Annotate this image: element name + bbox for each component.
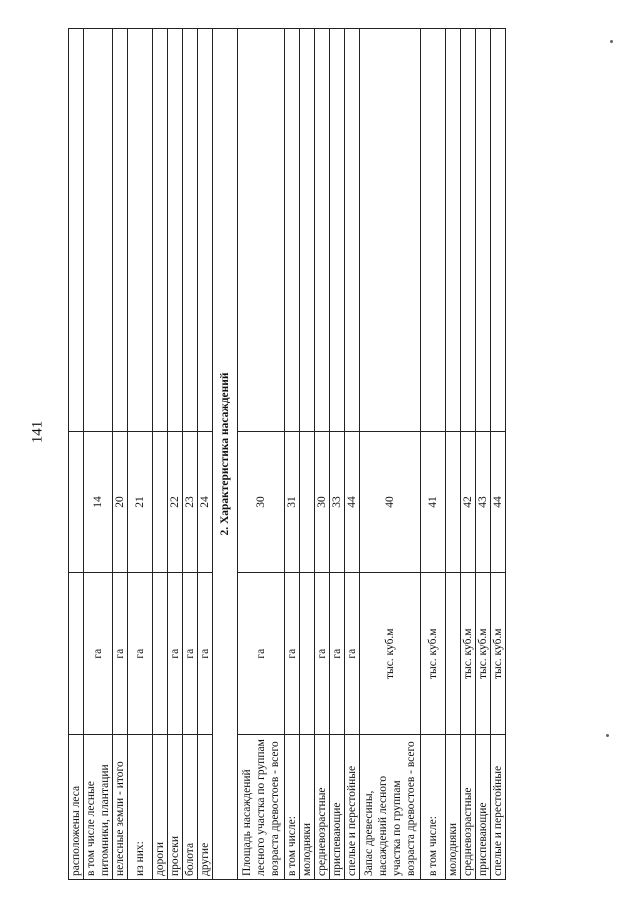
table-row [476, 29, 491, 880]
row-value [315, 29, 330, 432]
row-name: в том числе: [285, 735, 300, 880]
row-name: в том числе лесные питомники, плантации [84, 735, 113, 880]
table-row [238, 29, 285, 880]
row-code: 30 [238, 431, 285, 573]
row-code: 44 [345, 431, 360, 573]
row-name: болота [183, 735, 198, 880]
row-code: 21 [128, 431, 153, 573]
table-row [491, 29, 506, 880]
row-unit [69, 573, 84, 735]
row-name: Запас древесины, насаждений лесного участка по группам возраста древостоев - всего [360, 735, 421, 880]
row-code: 20 [113, 431, 128, 573]
row-name: спелые и перестойные [345, 735, 360, 880]
row-name: нелесные земли - итого [113, 735, 128, 880]
row-unit: тыс. куб.м [461, 573, 476, 735]
section-row [213, 29, 238, 880]
row-code: 43 [476, 431, 491, 573]
row-value [285, 29, 300, 432]
row-code [300, 431, 315, 573]
table-row [461, 29, 476, 880]
row-value [330, 29, 345, 432]
row-name: другие [198, 735, 213, 880]
row-name: просеки [168, 735, 183, 880]
row-value [345, 29, 360, 432]
table-row [168, 29, 183, 880]
row-unit: га [285, 573, 300, 735]
row-value [300, 29, 315, 432]
table-row [128, 29, 153, 880]
row-code [69, 431, 84, 573]
row-code: 40 [360, 431, 421, 573]
table-row [69, 29, 84, 880]
row-value [84, 29, 113, 432]
row-value [153, 29, 168, 432]
row-unit: тыс. куб.м [421, 573, 446, 735]
row-name: спелые и перестойные [491, 735, 506, 880]
row-unit: га [183, 573, 198, 735]
table-row [315, 29, 330, 880]
row-code: 44 [491, 431, 506, 573]
row-name: средневозрастные [315, 735, 330, 880]
row-code: 31 [285, 431, 300, 573]
row-name: в том числе: [421, 735, 446, 880]
row-unit: тыс. куб.м [491, 573, 506, 735]
row-code [446, 431, 461, 573]
scan-speck [610, 40, 613, 43]
row-name: приспевающие [330, 735, 345, 880]
row-value [421, 29, 446, 432]
row-value [491, 29, 506, 432]
row-value [168, 29, 183, 432]
row-name: молодняки [446, 735, 461, 880]
row-unit: га [128, 573, 153, 735]
row-unit: га [198, 573, 213, 735]
row-value [476, 29, 491, 432]
row-value [360, 29, 421, 432]
row-value [238, 29, 285, 432]
row-code: 41 [421, 431, 446, 573]
table-row [360, 29, 421, 880]
section-title: 2. Характеристика насаждений [213, 29, 238, 880]
table-row [300, 29, 315, 880]
table-row [84, 29, 113, 880]
row-unit [300, 573, 315, 735]
row-unit: га [238, 573, 285, 735]
table-body-top [69, 29, 213, 880]
row-unit: га [345, 573, 360, 735]
row-value [128, 29, 153, 432]
table-body-bottom [238, 29, 506, 880]
row-name: средневозрастные [461, 735, 476, 880]
table-section [213, 29, 238, 880]
row-value [446, 29, 461, 432]
table-row [153, 29, 168, 880]
table-row [330, 29, 345, 880]
row-code: 23 [183, 431, 198, 573]
table-row [421, 29, 446, 880]
row-value [69, 29, 84, 432]
row-unit: тыс. куб.м [360, 573, 421, 735]
table-row [113, 29, 128, 880]
table-holder [68, 28, 505, 880]
row-name: расположены леса [69, 735, 84, 880]
row-code [153, 431, 168, 573]
row-value [113, 29, 128, 432]
row-name: Площадь насаждений лесного участка по группам возраста древостоев - всего [238, 735, 285, 880]
row-code: 14 [84, 431, 113, 573]
row-code: 30 [315, 431, 330, 573]
table-row [183, 29, 198, 880]
row-name: молодняки [300, 735, 315, 880]
row-name: из них: [128, 735, 153, 880]
row-unit: га [113, 573, 128, 735]
row-unit: га [168, 573, 183, 735]
row-value [198, 29, 213, 432]
row-unit: га [84, 573, 113, 735]
row-unit: га [330, 573, 345, 735]
forest-characteristics-table [68, 28, 506, 880]
row-value [461, 29, 476, 432]
page-number-text: 141 [29, 420, 46, 444]
row-code: 22 [168, 431, 183, 573]
row-code: 42 [461, 431, 476, 573]
row-code: 24 [198, 431, 213, 573]
row-unit: га [315, 573, 330, 735]
row-value [183, 29, 198, 432]
table-row [285, 29, 300, 880]
table-row [198, 29, 213, 880]
table-row [446, 29, 461, 880]
row-name: дороги [153, 735, 168, 880]
row-unit [446, 573, 461, 735]
row-unit: тыс. куб.м [476, 573, 491, 735]
row-code: 33 [330, 431, 345, 573]
scan-speck [606, 734, 609, 737]
row-name: приспевающие [476, 735, 491, 880]
row-unit [153, 573, 168, 735]
table-row [345, 29, 360, 880]
